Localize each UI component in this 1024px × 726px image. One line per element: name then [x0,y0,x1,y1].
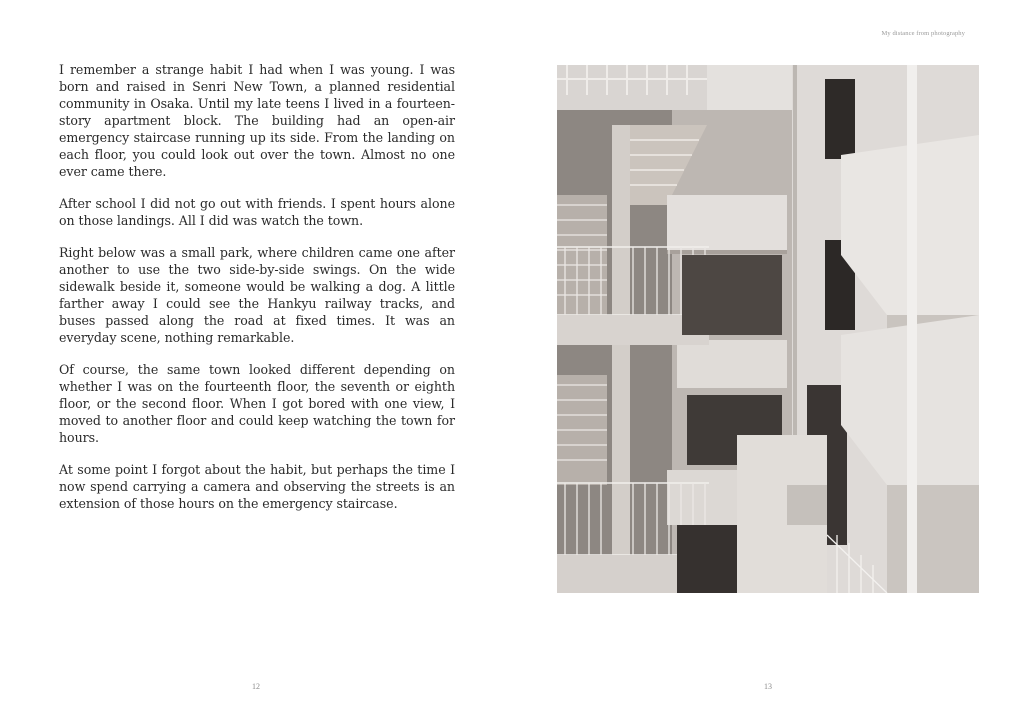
paragraph: I remember a strange habit I had when I was young. I was born and raised in Senri New Town, a planned residential community in Osaka. Until my late teens I lived in a fourteen-story apartment block. The building had an open-air emergency staircase running up its side. From the landing on each floor, you could look out over the town. Almost no one ever came there. [59,62,455,179]
paragraph: At some point I forgot about the habit, but perhaps the time I now spend carrying a camera and observing the streets is an extension of those hours on the emergency staircase. [59,462,455,511]
running-header: My distance from photography [881,30,965,37]
page-number-right: 13 [764,682,772,691]
staircase-photo [557,65,979,593]
paragraph: Right below was a small park, where children came one after another to use the two side-by-side swings. On the wide sidewalk beside it, someone would be walking a dog. A little farther away I could see the Hankyu railway tracks, and buses passed along the road at fixed times. It was an everyday scene, nothing remarkable. [59,245,455,345]
paragraph: After school I did not go out with friends. I spent hours alone on those landings. All I did was watch the town. [59,196,455,228]
page-number-left: 12 [252,682,260,691]
right-page [512,0,1024,726]
paragraph: Of course, the same town looked different depending on whether I was on the fourteenth floor, the seventh or eighth floor, or the second floor. When I got bored with one view, I moved to another floor and could keep watching the town for hours. [59,362,455,445]
body-text [59,61,455,527]
